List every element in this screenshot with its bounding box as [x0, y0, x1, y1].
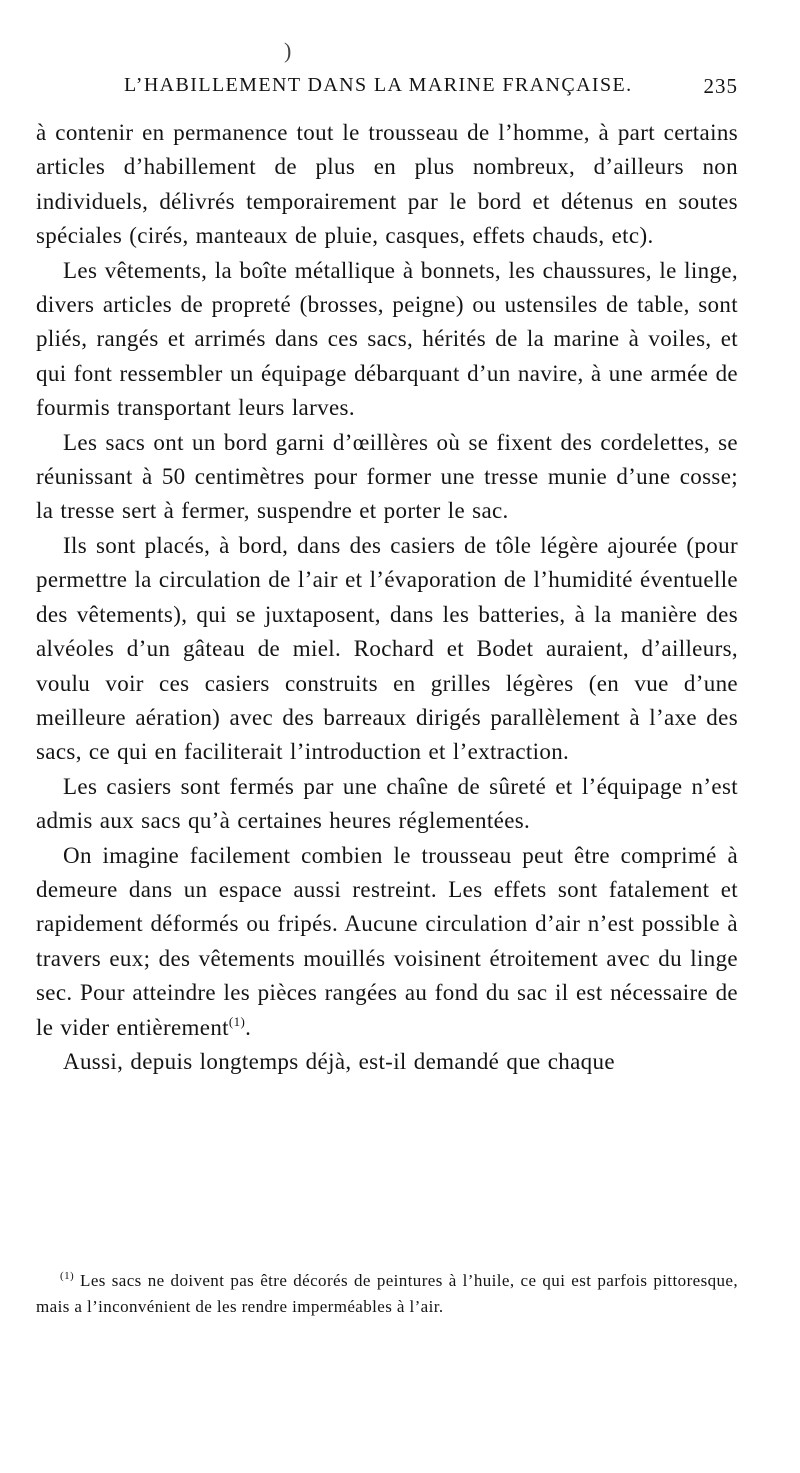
page-number: 235 [703, 74, 738, 98]
footnote-marker: (1) [60, 1270, 75, 1282]
body-text [36, 116, 738, 1079]
paragraph-3: Les sacs ont un bord garni d’œillères où se fixent des cordelettes, se réunissant à 50 centimètres pour former une tresse munie d’une cosse; la tresse sert à fermer, suspendre et porter le sac. [36, 429, 738, 524]
paragraph-1: à contenir en permanence tout le trousseau de l’homme, à part certains articles d’habillement de plus en plus nombreux, d’ailleurs non individuels, délivrés temporairement par le bord et détenus en soutes spéciales (cirés, manteaux de pluie, casques, effets chauds, etc). [36, 120, 738, 249]
footnote-paragraph [36, 1268, 738, 1319]
paragraph-6-text: On imagine facilement combien le trousseau peut être comprimé à demeure dans un espace aussi restreint. Les effets sont fatalement et rapidement déformés ou fripés. Aucune circulation d’air n’est possible à travers eux; des vêtements mouillés voisinent étroitement avec du linge sec. Pour atteindre les pièces rangées au fond du sac il est nécessaire de le vider entièrement [36, 842, 738, 1040]
footnote [36, 1268, 738, 1319]
paragraph-2: Les vêtements, la boîte métallique à bonnets, les chaussures, le linge, divers articles de propreté (brosses, peigne) ou ustensiles de table, sont pliés, rangés et arrimés dans ces sacs, hérités de la marine à voiles, et qui font ressembler un équipage débarquant d’un navire, à une armée de fourmis transportant leurs larves. [36, 257, 738, 421]
running-header [36, 74, 738, 104]
book-page [36, 0, 738, 1473]
footnote-text: Les sacs ne doivent pas être décorés de peintures à l’huile, ce qui est parfois pittoresque, mais a l’inconvénient de les rendre imperméables à l’air. [36, 1271, 738, 1316]
footnote-reference: (1) [228, 1013, 246, 1029]
top-margin-mark: ) [284, 38, 292, 63]
paragraph-7: Aussi, depuis longtemps déjà, est-il demandé que chaque [63, 1048, 615, 1074]
paragraph-4: Ils sont placés, à bord, dans des casiers de tôle légère ajourée (pour permettre la circulation de l’air et l’évaporation de l’humidité éventuelle des vêtements), qui se juxtaposent, dans les batteries, à la manière des alvéoles d’un gâteau de miel. Rochard et Bodet auraient, d’ailleurs, voulu voir ces casiers construits en grilles légères (en vue d’une meilleure aération) avec des barreaux dirigés parallèlement à l’axe des sacs, ce qui en faciliterait l’introduction et l’extraction. [36, 532, 738, 765]
paragraph-5: Les casiers sont fermés par une chaîne de sûreté et l’équipage n’est admis aux sacs qu’à certaines heures réglementées. [36, 773, 738, 834]
paragraph-6: On imagine facilement combien le trousseau peut être comprimé à demeure dans un espace aussi restreint. Les effets sont fatalement et rapidement déformés ou fripés. Aucune circulation d’air n’est possible à travers eux; des vêtements mouillés voisinent étroitement avec du linge sec. Pour atteindre les pièces rangées au fond du sac il est nécessaire de le vider entièrement$^{(1)}$. [36, 842, 738, 1040]
running-title: L’HABILLEMENT DANS LA MARINE FRANÇAISE. [124, 74, 633, 96]
